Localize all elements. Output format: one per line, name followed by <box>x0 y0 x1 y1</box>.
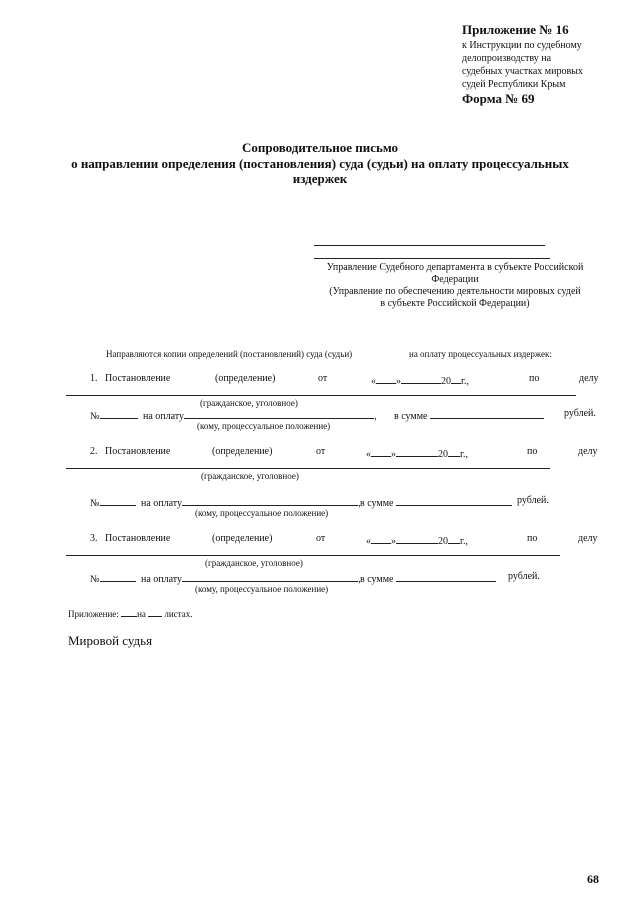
ot-label: от <box>316 446 326 457</box>
comma: , <box>374 411 377 422</box>
year-blank[interactable] <box>448 533 460 544</box>
payee-blank[interactable] <box>184 408 374 419</box>
addressee-blank-line[interactable] <box>314 258 550 259</box>
amount-blank[interactable] <box>396 571 496 582</box>
page-number: 68 <box>587 872 599 886</box>
day-blank[interactable] <box>376 373 396 384</box>
attachment-na: на <box>137 609 146 619</box>
payee-blank[interactable] <box>182 495 358 506</box>
attachment-line <box>68 606 192 619</box>
postanovlenie-label: Постановление <box>105 446 171 457</box>
comma: , <box>358 574 361 585</box>
postanovlenie-label: Постановление <box>105 533 171 544</box>
amount-field[interactable] <box>360 495 512 509</box>
attachment-sheets-blank[interactable] <box>148 606 162 617</box>
amount-blank[interactable] <box>430 408 544 419</box>
payee-field[interactable] <box>141 571 361 585</box>
year-prefix: 20 <box>438 536 448 547</box>
case-type-hint: (гражданское, уголовное) <box>200 398 298 408</box>
rubley-label: рублей. <box>508 571 540 582</box>
case-number-field[interactable] <box>90 495 136 509</box>
case-number-field[interactable] <box>90 408 138 422</box>
payee-field[interactable] <box>143 408 377 422</box>
date-open: « <box>371 376 376 387</box>
case-number-blank[interactable] <box>100 408 138 419</box>
heading-line-1: Сопроводительное письмо <box>241 140 399 155</box>
addressee-line: Федерации <box>431 274 479 285</box>
appendix-line: делопроизводству на <box>462 53 552 64</box>
date-field[interactable] <box>371 373 469 387</box>
na-oplatu-label: на оплату <box>141 498 183 509</box>
case-type-blank[interactable] <box>66 468 550 469</box>
year-prefix: 20 <box>441 376 451 387</box>
v-summe-label: в сумме <box>360 574 394 585</box>
rubley-label: рублей. <box>517 495 549 506</box>
case-number-blank[interactable] <box>100 495 136 506</box>
attachment-count-blank[interactable] <box>121 606 137 617</box>
rubley-label: рублей. <box>564 408 596 419</box>
appendix-title: Приложение № 16 <box>462 22 569 37</box>
ot-label: от <box>316 533 326 544</box>
delu-label: делу <box>579 373 599 384</box>
payee-hint: (кому, процессуальное положение) <box>197 421 331 431</box>
na-oplatu-label: на оплату <box>143 411 185 422</box>
heading-line-3: издержек <box>292 171 348 186</box>
na-oplatu-label: на оплату <box>141 574 183 585</box>
po-label: по <box>529 373 540 384</box>
case-type-hint: (гражданское, уголовное) <box>201 471 299 481</box>
opredelenie-label: (определение) <box>212 446 273 457</box>
v-summe-label: в сумме <box>394 411 428 422</box>
amount-field[interactable] <box>360 571 496 585</box>
day-blank[interactable] <box>371 446 391 457</box>
date-field[interactable] <box>366 533 468 547</box>
year-blank[interactable] <box>451 373 461 384</box>
month-blank[interactable] <box>396 533 438 544</box>
intro-text-right: на оплату процессуальных издержек: <box>409 349 552 359</box>
form-number: Форма № 69 <box>462 91 535 106</box>
v-summe-label: в сумме <box>360 498 394 509</box>
appendix-line: судебных участках мировых <box>462 66 583 77</box>
addressee-line: в субъекте Российской Федерации) <box>380 298 530 309</box>
appendix-line: судей Республики Крым <box>462 79 566 90</box>
number-sign: № <box>90 498 100 509</box>
case-number-blank[interactable] <box>100 571 136 582</box>
year-blank[interactable] <box>448 446 460 457</box>
delu-label: делу <box>578 446 598 457</box>
date-open: « <box>366 536 371 547</box>
attachment-label: Приложение: <box>68 609 119 619</box>
payee-blank[interactable] <box>182 571 358 582</box>
number-sign: № <box>90 574 100 585</box>
number-sign: № <box>90 411 100 422</box>
date-open: « <box>366 449 371 460</box>
entry-number: 3. <box>90 533 98 544</box>
day-blank[interactable] <box>371 533 391 544</box>
entry-number: 2. <box>90 446 98 457</box>
ot-label: от <box>318 373 328 384</box>
opredelenie-label: (определение) <box>212 533 273 544</box>
case-type-hint: (гражданское, уголовное) <box>205 558 303 568</box>
year-suffix: г., <box>461 376 469 387</box>
date-close: » <box>391 536 396 547</box>
postanovlenie-label: Постановление <box>105 373 171 384</box>
delu-label: делу <box>578 533 598 544</box>
po-label: по <box>527 533 538 544</box>
heading-line-2: о направлении определения (постановления) суда (судьи) на оплату процессуальных <box>71 156 569 171</box>
payee-field[interactable] <box>141 495 361 509</box>
date-close: » <box>396 376 401 387</box>
addressee-line: (Управление по обеспечению деятельности мировых судей <box>329 286 581 297</box>
year-suffix: г., <box>460 449 468 460</box>
case-type-blank[interactable] <box>66 555 560 556</box>
date-field[interactable] <box>366 446 468 460</box>
case-type-blank[interactable] <box>66 395 576 396</box>
comma: , <box>358 498 361 509</box>
attachment-listah: листах. <box>164 609 193 619</box>
month-blank[interactable] <box>401 373 441 384</box>
year-prefix: 20 <box>438 449 448 460</box>
addressee-line: Управление Судебного департамента в субъекте Российской <box>326 262 584 273</box>
payee-hint: (кому, процессуальное положение) <box>195 508 329 518</box>
case-number-field[interactable] <box>90 571 136 585</box>
month-blank[interactable] <box>396 446 438 457</box>
po-label: по <box>527 446 538 457</box>
amount-blank[interactable] <box>396 495 512 506</box>
year-suffix: г., <box>460 536 468 547</box>
intro-text: Направляются копии определений (постановлений) суда (судьи) <box>106 349 353 359</box>
addressee-blank-line[interactable] <box>314 245 545 246</box>
amount-field[interactable] <box>394 408 544 422</box>
date-close: » <box>391 449 396 460</box>
appendix-line: к Инструкции по судебному <box>462 40 582 51</box>
signature-label: Мировой судья <box>68 633 153 648</box>
entry-number: 1. <box>90 373 98 384</box>
opredelenie-label: (определение) <box>215 373 276 384</box>
payee-hint: (кому, процессуальное положение) <box>195 584 329 594</box>
